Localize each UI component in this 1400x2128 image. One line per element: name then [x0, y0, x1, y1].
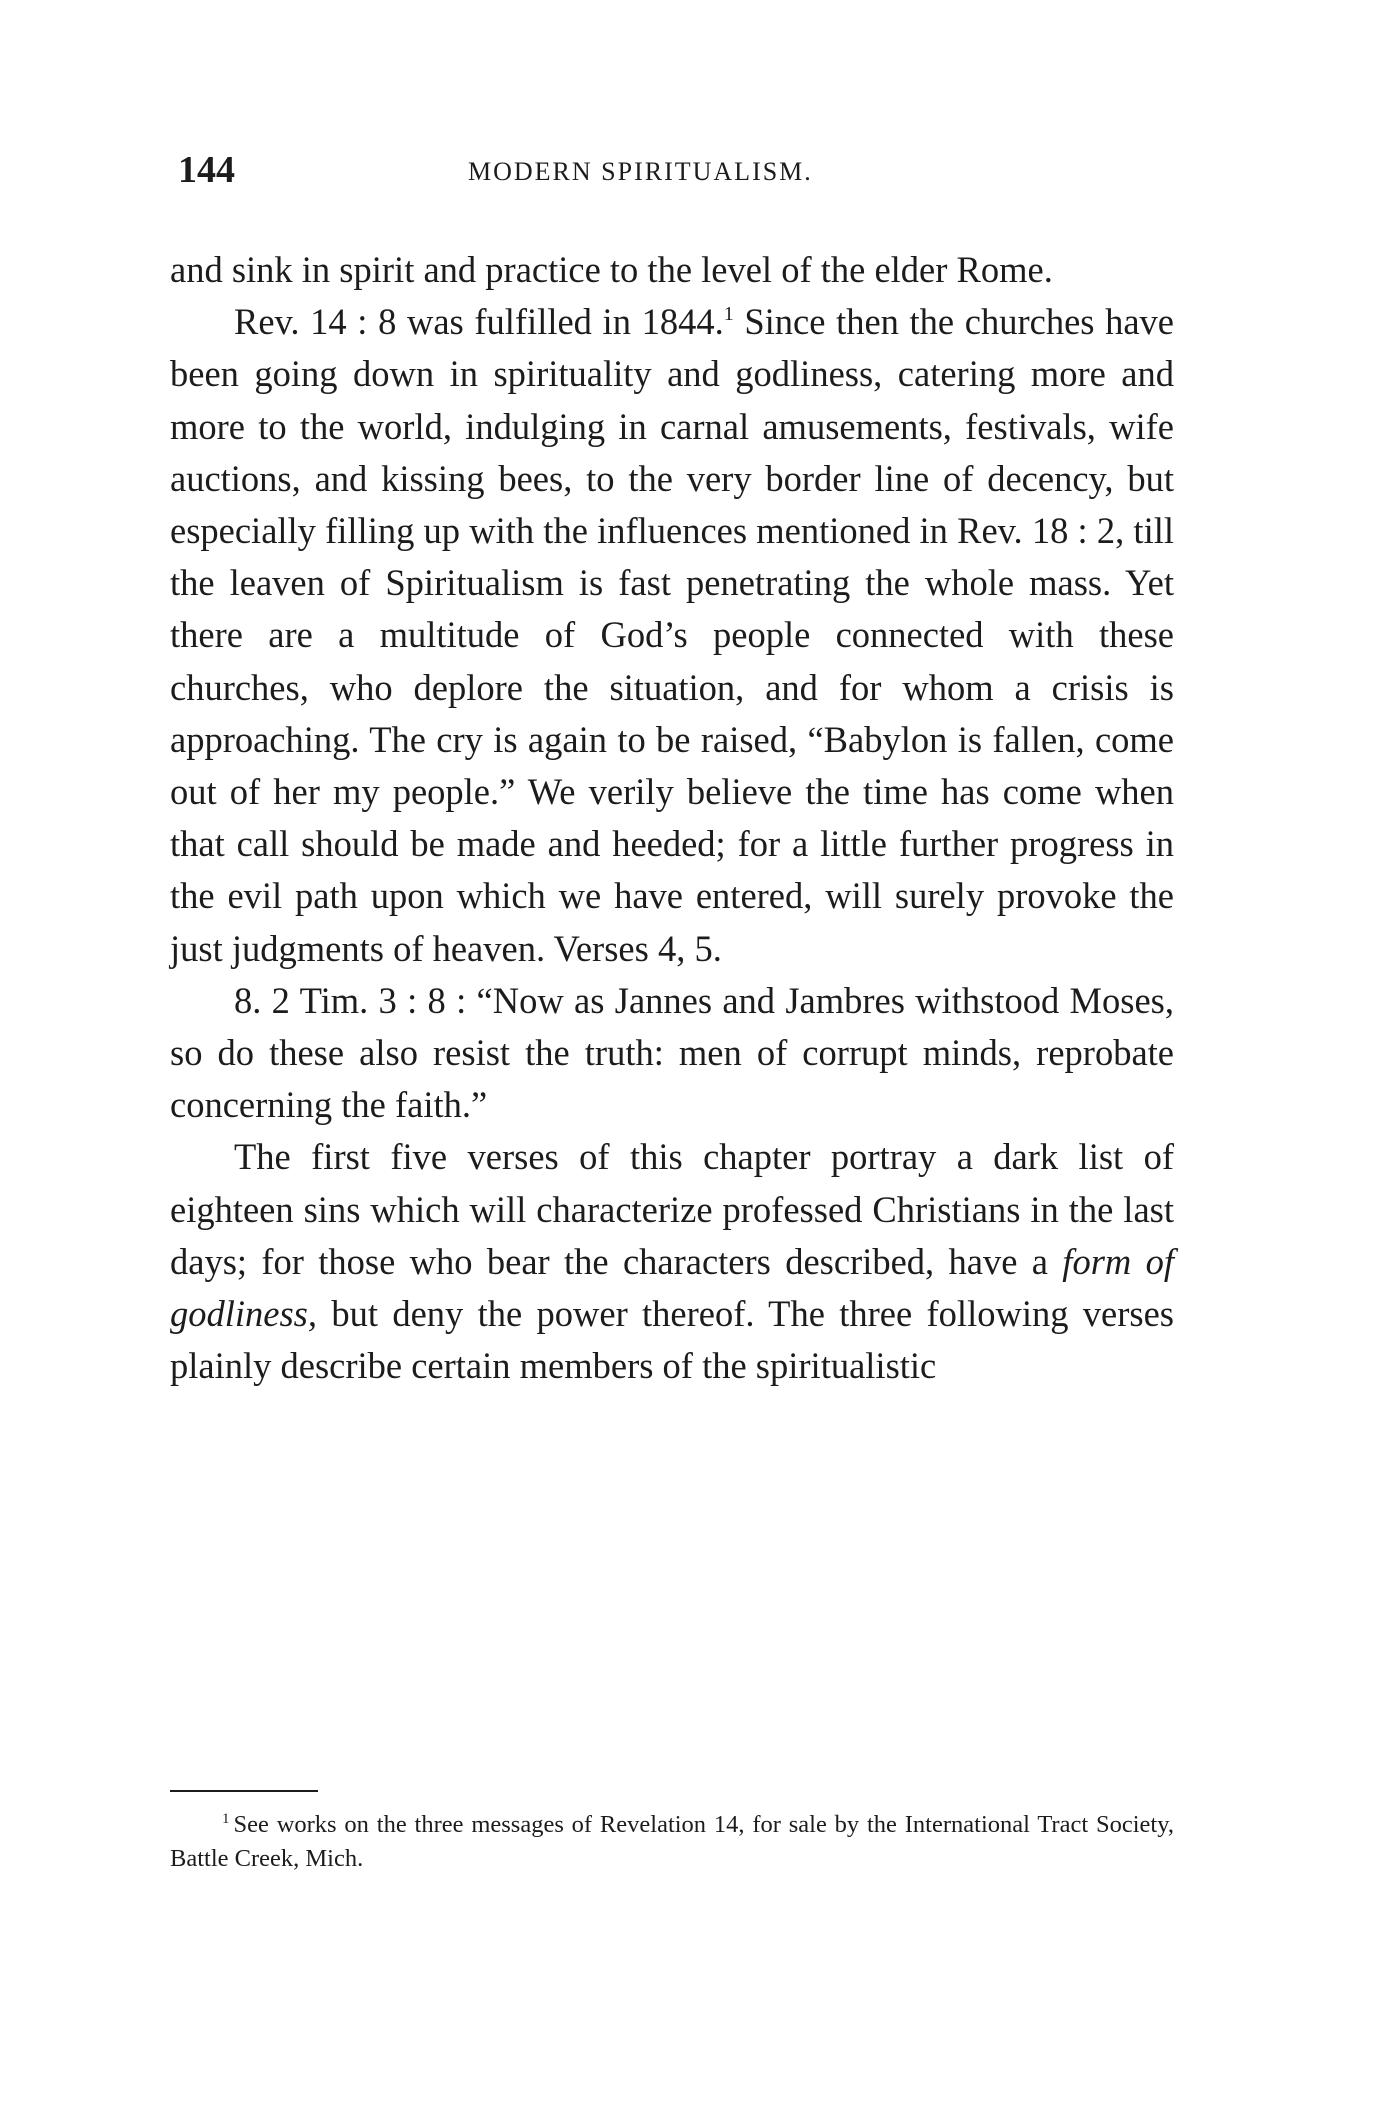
paragraph-rev-14-opening: Rev. 14 : 8 was fulfilled in 1844. [234, 301, 724, 343]
paragraph-continuation: and sink in spirit and practice to the level of the elder Rome. [170, 249, 1053, 290]
page-header [0, 150, 1400, 190]
paragraph-first-five-verses [170, 1131, 1174, 1392]
body-text [170, 244, 1174, 1392]
footnote-text: See works on the three messages of Revelation 14, for sale by the International Tract Society, Battle Creek, Mich. [170, 1811, 1174, 1872]
footnote-reference: 1 [723, 303, 734, 326]
running-title: MODERN SPIRITUALISM. [468, 157, 813, 186]
paragraph-first-five-verses-opening: The first five verses of this chapter portray a dark list of eighteen sins which will characterize professed Christians in the last days; for those who bear the characters described, have a [170, 1136, 1174, 1282]
footnote-divider [170, 1790, 318, 1792]
paragraph-rev-14-body: Since then the churches have been going down in spirituality and godliness, catering more and more to the world, indulging in carnal amusements, festivals, wife auctions, and kissing bees, to the very border line of decency, but especially filling up with the influences mentioned in Rev. 18 : 2, till the leaven of Spiritualism is fast penetrating the whole mass. Yet there are a multitude of God’s people connected with these churches, who deplore the situation, and for whom a crisis is approaching. The cry is again to be raised, “Babylon is fallen, come out of her my people.” We verily believe the time has come when that call should be made and heeded; for a little further progress in the evil path upon which we have entered, will surely provoke the just judgments of heaven. Verses 4, 5. [170, 301, 1175, 969]
paragraph-first-five-verses-rest: but deny the power thereof. The three following verses plainly describe certain members of the spiritualistic [170, 1293, 1174, 1387]
emphasis-form-of-godliness: form of godliness, [170, 1240, 1174, 1335]
footnote [170, 1808, 1174, 1876]
footnote-marker: 1 [222, 1811, 230, 1827]
paragraph-rev-14 [170, 296, 1174, 975]
paragraph-2-tim-3-8: 8. 2 Tim. 3 : 8 : “Now as Jannes and Jambres withstood Moses, so do these also resist the truth: men of corrupt minds, reprobate concerning the faith.” [170, 979, 1174, 1126]
page-number: 144 [178, 149, 235, 191]
